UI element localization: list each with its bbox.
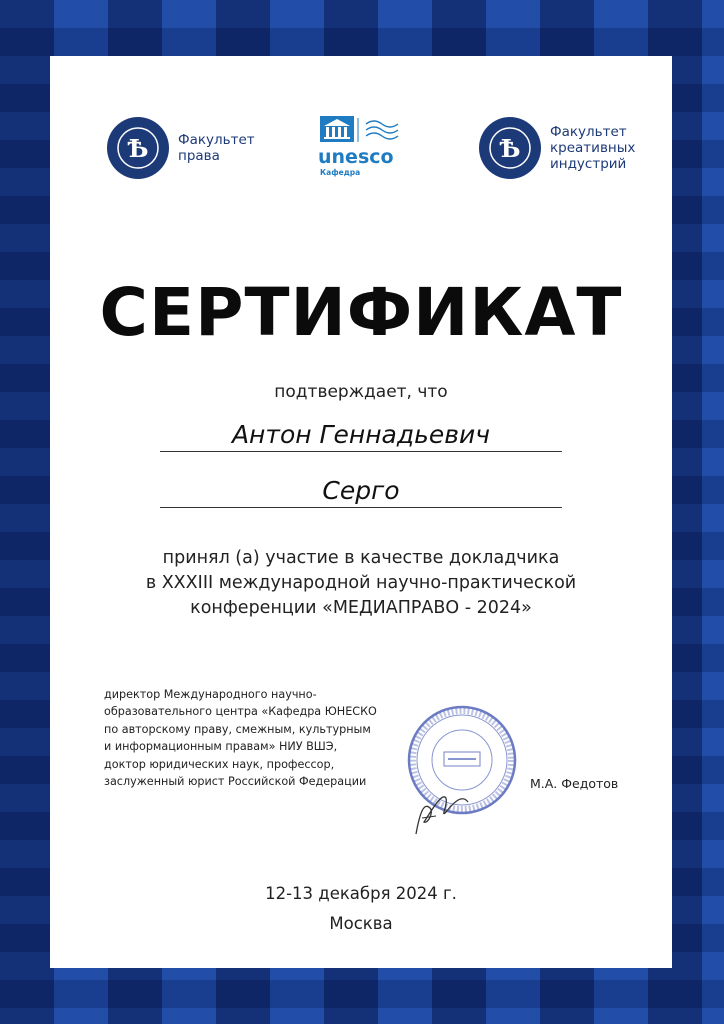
hse-emblem-icon bbox=[478, 116, 542, 180]
event-date: 12-13 декабря 2024 г. bbox=[265, 884, 457, 903]
unesco-temple-icon bbox=[318, 114, 408, 146]
certificate-paper bbox=[50, 56, 672, 968]
signatory-name: М.А. Федотов bbox=[530, 776, 619, 791]
confirms-text: подтверждает, что bbox=[274, 382, 448, 402]
svg-text:Ѣ: Ѣ bbox=[499, 134, 521, 163]
event-city: Москва bbox=[329, 914, 393, 933]
handwritten-signature bbox=[402, 772, 512, 840]
svg-text:Ѣ: Ѣ bbox=[127, 134, 149, 163]
signatory-position: директор Международного научно- образовательного центра «Кафедра ЮНЕСКО по авторскому праву, смежным, культурным и информационным правам» НИУ ВШЭ, доктор юридических наук, профессор, заслуженный юрист Российской Федерации bbox=[104, 688, 377, 789]
hse-emblem-icon bbox=[106, 116, 170, 180]
hse-creative-faculty-logo bbox=[478, 116, 635, 180]
right-faculty-label: Факультет креативных индустрий bbox=[550, 124, 636, 172]
unesco-wordmark: unesco bbox=[318, 146, 394, 168]
participation-line2: в XXXIII международной научно-практической bbox=[145, 573, 577, 593]
certificate-title: СЕРТИФИКАТ bbox=[99, 274, 623, 351]
participation-text bbox=[50, 546, 672, 621]
unesco-logo bbox=[318, 114, 408, 178]
recipient-name-line2: Серго bbox=[160, 476, 562, 508]
hse-law-faculty-logo bbox=[106, 116, 255, 180]
left-faculty-label: Факультет права bbox=[178, 132, 255, 164]
recipient-name-line1: Антон Геннадьевич bbox=[160, 420, 562, 452]
unesco-subtitle: Кафедра bbox=[320, 168, 361, 177]
participation-line1: принял (а) участие в качестве докладчика bbox=[162, 548, 560, 568]
participation-line3: конференции «МЕДИАПРАВО - 2024» bbox=[190, 598, 532, 618]
